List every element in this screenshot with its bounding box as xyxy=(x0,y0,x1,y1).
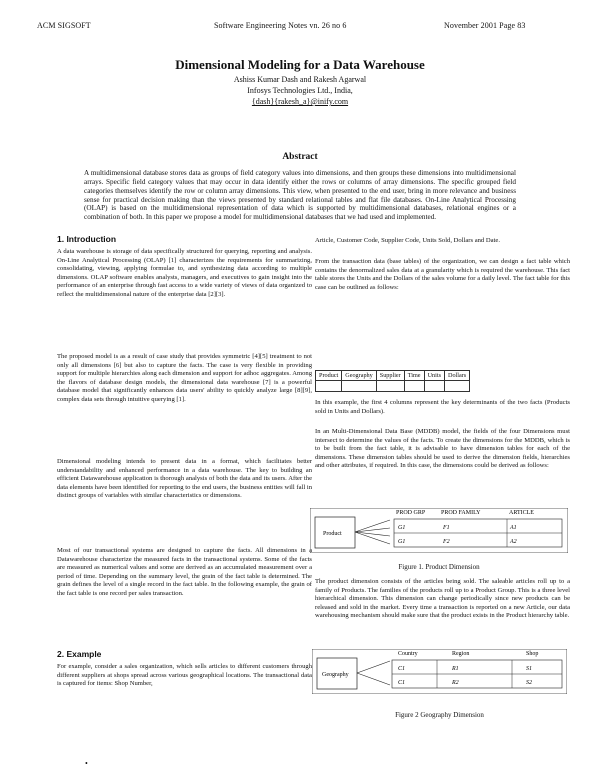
footer-mark: • xyxy=(85,759,88,768)
right-paragraph-5: The product dimension consists of the articles being sold. The saleable articles roll up to a family of Products. The families of the products roll up to a Product Group. This is a three level hierarchical dimension. This dimension can change periodically since new products can be released and sold in the market. Every time a transaction is reported on a new Article, our data warehousing mechanism should make sure that the product exists in the Product hierarchy table. xyxy=(315,578,570,620)
header-journal: ACM SIGSOFT xyxy=(37,21,91,30)
fact-table xyxy=(315,370,470,392)
figure1-cell: G1 xyxy=(398,525,406,531)
figure2-root: Geography xyxy=(322,672,349,678)
right-paragraph-2: From the transaction data (base tables) of the organization, we can design a fact table which contains the denormalized sales data at a granularity which is required the warehouse. This fact table stores the Units and the Dollars of the sales volume for a daily level. The fact table for this case can be outlined as follows: xyxy=(315,258,570,291)
figure2-col-header: Region xyxy=(452,651,470,657)
fact-table-header: Units xyxy=(424,371,444,381)
paper-email: {dash}{rakesh_a}@inify.com xyxy=(251,97,349,106)
figure1-cell: A2 xyxy=(510,539,517,545)
intro-paragraph-1: A data warehouse is storage of data specifically structured for querying, reporting and analysis. On-Line Analytical Processing (OLAP) [1] characterizes the requirements for summarizing, consolidating, viewing, applying formulae to, and synthesizing data according to multiple dimensions. OLAP software enables analysts, managers, and executives to gain insight into the performance of an enterprise through fast access to a wide variety of views of data organized to reflect the multidimensional nature of the enterprise data [2][3]. xyxy=(57,248,312,298)
paper-affiliation: Infosys Technologies Ltd., India, xyxy=(247,86,353,95)
intro-paragraph-2: The proposed model is as a result of case study that provides symmetric [4][5] treatment to not only all dimensions [6] but also to capture the facts. The case is very flexible in providing support for multiple hierarchies along each dimension and support for adhoc aggregates. Among the flavors of database design models, the dimensional data warehouse [7] is a powerful database model that significantly enhances data users' ability to quickly analyze large [8][9], complex data sets through intuitive querying [1]. xyxy=(57,353,312,403)
fact-table-header: Time xyxy=(404,371,424,381)
figure2-cell: R1 xyxy=(452,666,459,672)
figure2-cell: S2 xyxy=(526,680,532,686)
section-example-heading: 2. Example xyxy=(57,649,102,659)
right-paragraph-3: In this example, the first 4 columns represent the key determinants of the two facts (Products sold in Units and Dollars). xyxy=(315,399,570,415)
abstract-heading: Abstract xyxy=(282,152,318,162)
figure2-caption: Figure 2 Geography Dimension xyxy=(395,711,484,719)
figure2-cell: C1 xyxy=(398,666,406,672)
fact-table-header-row xyxy=(316,371,470,381)
fact-table-header: Geography xyxy=(342,371,377,381)
section-introduction-heading: 1. Introduction xyxy=(57,234,117,244)
figure2-col-header: Shop xyxy=(526,651,539,657)
figure2-cell: R2 xyxy=(452,680,459,686)
fact-table-header: Dollars xyxy=(444,371,469,381)
paper-authors: Ashiss Kumar Dash and Rakesh Agarwal xyxy=(233,75,367,84)
example-paragraph-1: For example, consider a sales organization, which sells articles to different customers through different suppliers at shops spread across various geographical locations. The transactional data is captured for items: Shop Number, xyxy=(57,663,312,688)
figure1-cell: F2 xyxy=(443,539,450,545)
product-dimension-figure xyxy=(310,508,568,553)
intro-paragraph-4: Most of our transactional systems are designed to capture the facts. All dimensions in a Datawarehouse characterize the measured facts in the transactional systems. Some of the facts are measured as numerical values and some are derived as an accumulated measurement over a period of time. Depending on the summary level, the grain of the fact table is determined. The grain defines the level of a single record in the fact table. In the following example, the grain of the fact table is one record per sales transaction. xyxy=(57,547,312,597)
right-paragraph-1: Article, Customer Code, Supplier Code, Units Sold, Dollars and Date. xyxy=(315,237,500,244)
figure1-cell: G1 xyxy=(398,539,406,545)
figure2-col-header: Country xyxy=(398,651,418,657)
intro-paragraph-3: Dimensional modeling intends to present data in a format, which facilitates better understandability and enhanced performance in a data warehouse. The key to building an efficient Datawarehouse application is thorough analysis of both the data and its users. After the data elements have been identified for reporting to the end users, the business entities will fall in distinct groups of variables with similar characteristics or dimensions. xyxy=(57,458,312,500)
header-issue: Software Engineering Notes vn. 26 no 6 xyxy=(214,21,347,30)
figure1-cell: A1 xyxy=(510,525,517,531)
paper-title: Dimensional Modeling for a Data Warehouse xyxy=(175,57,425,72)
figure1-caption: Figure 1. Product Dimension xyxy=(398,563,480,571)
geography-dimension-figure xyxy=(312,649,567,694)
figure2-arrow xyxy=(357,661,390,673)
fact-table-header: Product xyxy=(316,371,342,381)
figure2-cell: C1 xyxy=(398,680,406,686)
right-paragraph-4: In an Multi-Dimensional Data Base (MDDB) model, the fields of the four Dimensions must intersect to determine the values of the facts. To create the dimensions for the MDDB, which is to be built from the fact table, it is advisable to have dimension tables for each of the dimensions. These dimension tables should be used to derive the dimension fields, hierarchies and other attributes, if required. In this case, the dimensions could be derived as follows: xyxy=(315,428,570,470)
fact-table-header: Supplier xyxy=(376,371,404,381)
figure1-col-header: PROD FAMILY xyxy=(441,510,481,516)
figure1-col-header: PROD GRP xyxy=(396,510,426,516)
figure1-root: Product xyxy=(323,531,342,537)
figure2-cell: S1 xyxy=(526,666,532,672)
header-page: November 2001 Page 83 xyxy=(444,21,526,30)
abstract-text: A multidimensional database stores data as groups of field category values into dimensions, and then groups these dimensions into multidimensional arrays. Specific field category values that may occur in data identify either the rows or columns of array dimensions. The specific grouped field categories themselves identify the row or column array dimensions. This view, when presented to the end user, bring in more relevance and business sense for practical decision making than the views presented by standard relational tables and flat file databases. On-Line Analytical Processing (OLAP) is based on the multidimensional representation of data which is supported by multidimensional databases, relational engines or a combination of both. In this paper we propose a model for multidimensional databases that we had used and implemented. xyxy=(84,169,516,222)
fact-table-blank-row xyxy=(316,381,470,392)
figure1-col-header: ARTICLE xyxy=(509,510,534,516)
figure1-cell: F1 xyxy=(443,525,450,531)
